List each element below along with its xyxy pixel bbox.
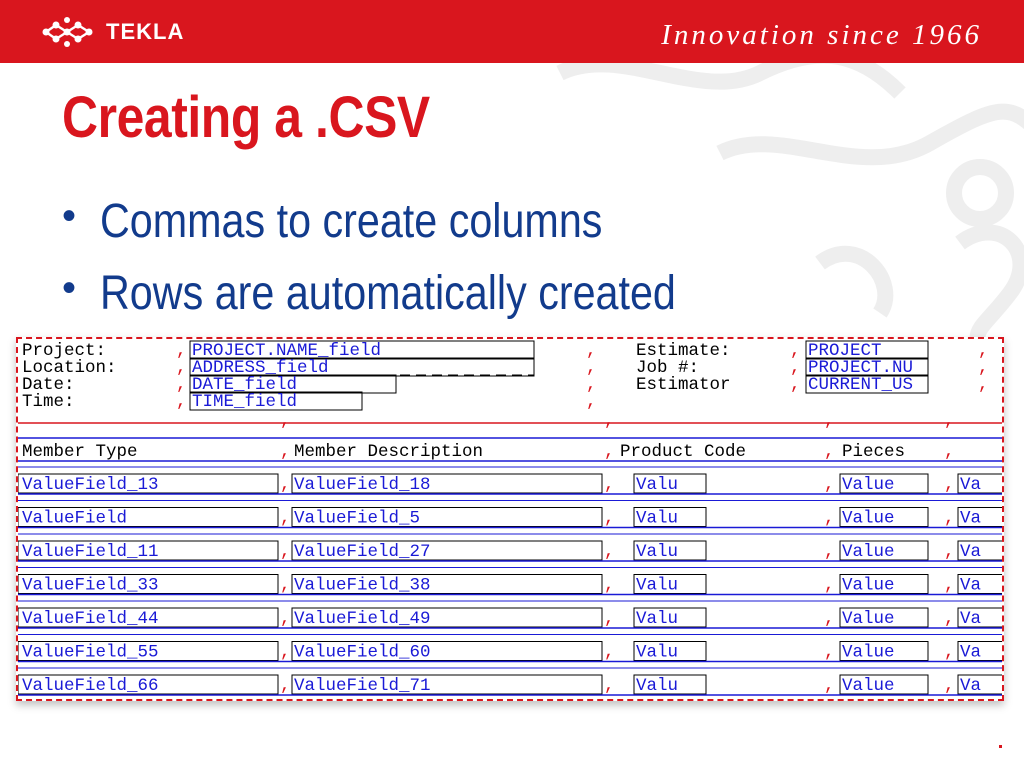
comma-separator: , [176,392,187,412]
value-field: Value [842,508,895,529]
comma-separator: , [604,475,615,495]
value-field: Va [960,508,982,529]
comma-separator: , [586,358,597,378]
bullet-text: Commas to create columns [100,195,603,248]
value-field: Va [960,609,982,629]
column-header: Member Description [294,442,484,462]
comma-separator: , [176,341,187,361]
csv-template-canvas [18,339,1002,699]
comma-separator: , [944,676,955,696]
csv-template-screenshot [16,337,1004,701]
tagline: Innovation since 1966 [661,19,982,51]
comma-separator: , [824,575,835,596]
header-label: Estimator [636,375,731,395]
comma-separator: , [280,542,291,562]
bullet-list [62,186,770,330]
value-field: ValueField_44 [22,609,159,629]
value-field: ValueField_27 [294,542,431,562]
header-label: Time: [22,392,75,412]
brand-name: TEKLA [106,19,185,44]
value-field: ValueField_66 [22,676,159,696]
header-field-value: CURRENT_US [808,375,914,395]
header-field-value: PROJECT.NAME_field [192,341,382,361]
column-header: Product Code [620,442,747,462]
value-field: Va [960,642,982,663]
value-field: Valu [636,475,679,495]
comma-separator: , [280,508,291,529]
comma-separator: , [586,375,597,395]
slide-title: Creating a .CSV [62,85,430,150]
comma-separator: , [978,358,989,378]
page-marker [999,745,1002,748]
comma-separator: , [280,609,291,629]
tekla-symbol-icon [40,15,96,49]
comma-separator: , [604,575,615,596]
comma-separator: , [176,375,187,395]
comma-separator: , [586,392,597,412]
value-field: ValueField_38 [294,575,431,596]
value-field: ValueField_11 [22,542,159,562]
comma-separator: , [978,341,989,361]
comma-separator: , [824,642,835,663]
comma-separator: , [824,411,835,431]
value-field: ValueField_71 [294,676,431,696]
comma-separator: , [604,676,615,696]
header-field-value: TIME_field [192,392,298,412]
header-label: Project: [22,341,107,361]
value-field: ValueField [22,508,128,529]
tekla-logo [40,14,184,50]
comma-separator: , [944,508,955,529]
value-field: ValueField_55 [22,642,159,663]
value-field: Valu [636,575,679,596]
comma-separator: , [280,411,291,431]
value-field: Value [842,609,895,629]
comma-separator: , [176,358,187,378]
header-field-value: ADDRESS_field [192,358,329,378]
header-label: Location: [22,358,117,378]
value-field: Valu [636,642,679,663]
value-field: Value [842,475,895,495]
column-header: Pieces [842,442,906,462]
comma-separator: , [944,575,955,596]
comma-separator: , [944,475,955,495]
bullet-dot-icon: • [62,194,77,238]
comma-separator: , [824,475,835,495]
bullet-item [62,186,770,258]
value-field: Value [842,676,895,696]
comma-separator: , [604,642,615,663]
value-field: ValueField_60 [294,642,431,663]
bullet-text: Rows are automatically created [100,267,676,320]
comma-separator: , [824,676,835,696]
comma-separator: , [944,609,955,629]
comma-separator: , [586,341,597,361]
value-field: ValueField_33 [22,575,159,596]
comma-separator: , [604,508,615,529]
bullet-dot-icon: • [62,266,77,310]
comma-separator: , [604,442,615,462]
comma-separator: , [790,375,801,395]
value-field: Valu [636,508,679,529]
value-field: Va [960,575,982,596]
column-header: Member Type [22,442,138,462]
comma-separator: , [280,642,291,663]
value-field: Valu [636,609,679,629]
value-field: ValueField_13 [22,475,159,495]
comma-separator: , [944,542,955,562]
comma-separator: , [790,358,801,378]
header-label: Estimate: [636,341,731,361]
value-field: Value [842,642,895,663]
value-field: Valu [636,542,679,562]
value-field: ValueField_5 [294,508,421,529]
comma-separator: , [944,642,955,663]
comma-separator: , [280,676,291,696]
comma-separator: , [604,411,615,431]
value-field: Va [960,475,982,495]
comma-separator: , [824,609,835,629]
comma-separator: , [280,475,291,495]
value-field: Va [960,542,982,562]
comma-separator: , [824,508,835,529]
bullet-item [62,258,770,330]
value-field: Valu [636,676,679,696]
header-bar [0,0,1024,63]
comma-separator: , [280,575,291,596]
comma-separator: , [944,411,955,431]
header-field-value: PROJECT [808,341,882,361]
comma-separator: , [824,442,835,462]
comma-separator: , [824,542,835,562]
value-field: ValueField_49 [294,609,431,629]
header-field-value: PROJECT.NU [808,358,914,378]
value-field: ValueField_18 [294,475,431,495]
comma-separator: , [604,542,615,562]
value-field: Value [842,575,895,596]
value-field: Value [842,542,895,562]
comma-separator: , [978,375,989,395]
comma-separator: , [790,341,801,361]
value-field: Va [960,676,982,696]
comma-separator: , [944,442,955,462]
header-label: Date: [22,375,75,395]
comma-separator: , [604,609,615,629]
comma-separator: , [280,442,291,462]
header-field-value: DATE_field [192,375,298,395]
header-label: Job #: [636,358,700,378]
